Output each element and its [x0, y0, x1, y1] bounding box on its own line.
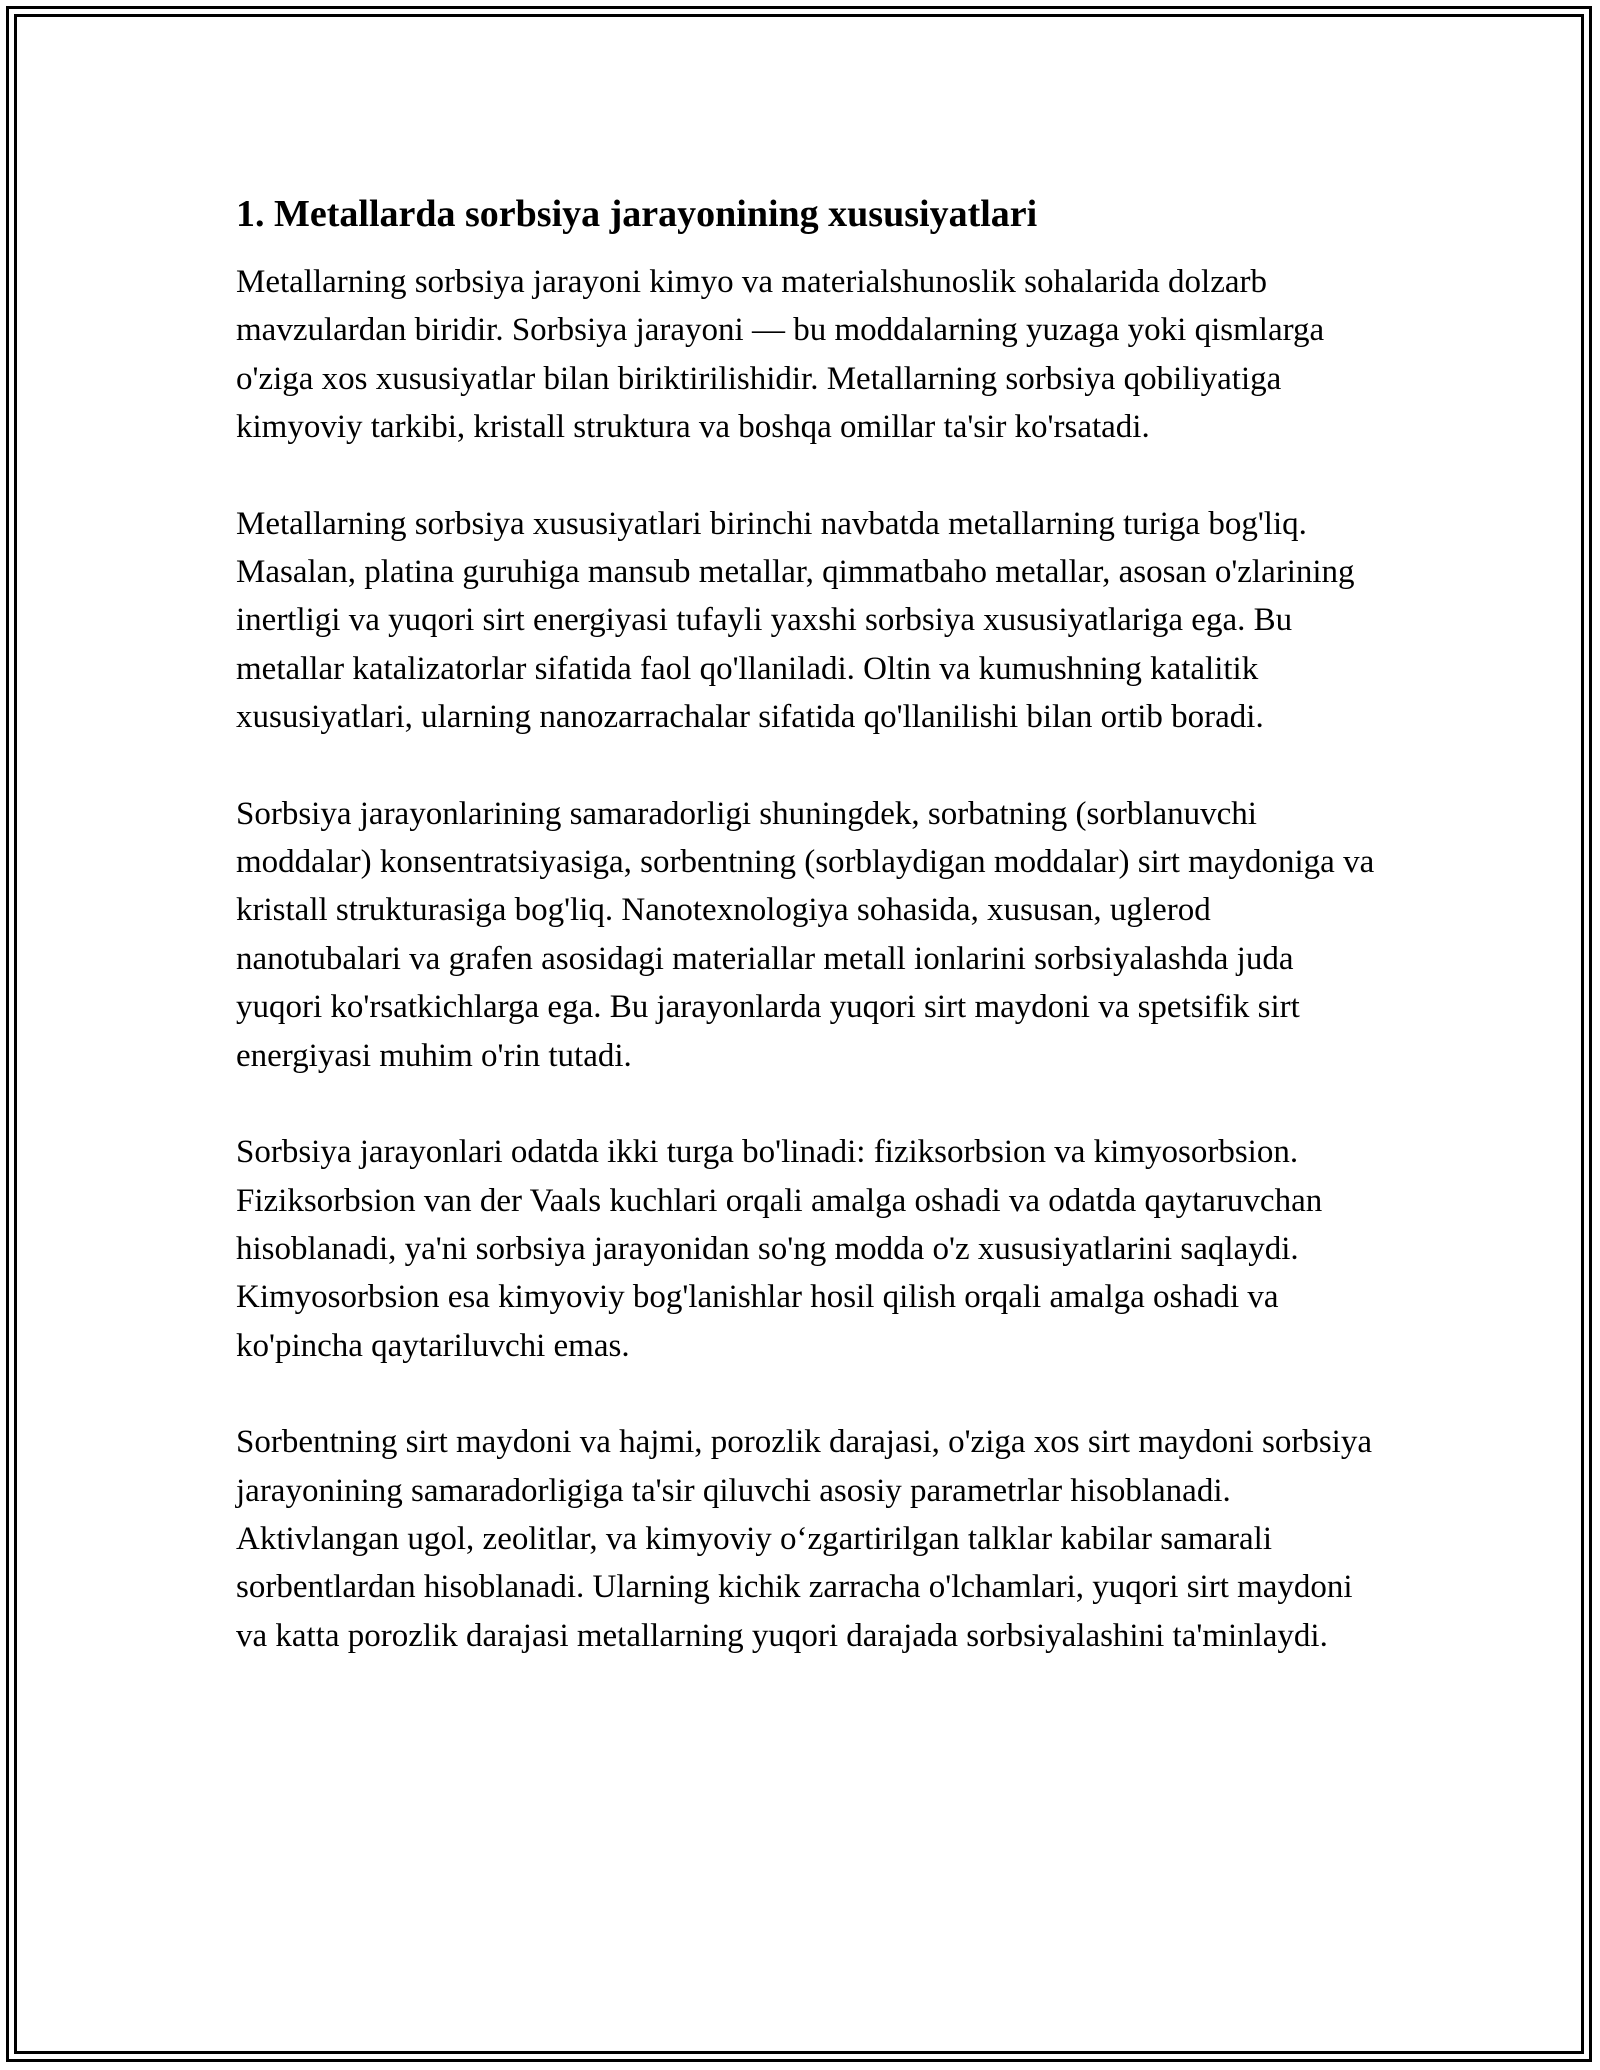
paragraph-1: Metallarning sorbsiya jarayoni kimyo va materialshunoslik sohalarida dolzarb mavzulardan biridir. Sorbsiya jarayoni — bu moddalarning yuzaga yoki qismlarga o'ziga xos xususiyatlar bilan biriktirilishidir. Metallarning sorbsiya qobiliyatiga kimyoviy tarkibi, kristall struktura va boshqa omillar ta'sir ko'rsatadi. [236, 264, 1325, 446]
paragraph-3: Sorbsiya jarayonlarining samaradorligi shuningdek, sorbatning (sorblanuvchi moddalar) konsentratsiyasiga, sorbentning (sorblaydigan moddalar) sirt maydoniga va kristall strukturasiga bog'liq. Nanotexnologiya sohasida, xususan, uglerod nanotubalari va grafen asosidagi materiallar metall ionlarini sorbsiyalashda juda yuqori ko'rsatkichlarga ega. Bu jarayonlarda yuqori sirt maydoni va spetsifik sirt energiyasi muhim o'rin tutadi. [236, 795, 1375, 1074]
document-body [236, 190, 1376, 1708]
section-heading: 1. Metallarda sorbsiya jarayonining xususiyatlari [236, 193, 1038, 235]
paragraph-5: Sorbentning sirt maydoni va hajmi, porozlik darajasi, o'ziga xos sirt maydoni sorbsiya jarayonining samaradorligiga ta'sir qiluvchi asosiy parametrlar hisoblanadi. Aktivlangan ugol, zeolitlar, va kimyoviy o‘zgartirilgan talklar kabilar samarali sorbentlardan hisoblanadi. Ularning kichik zarracha o'lchamlari, yuqori sirt maydoni va katta porozlik darajasi metallarning yuqori darajada sorbsiyalashini ta'minlaydi. [236, 1424, 1373, 1654]
paragraph-4: Sorbsiya jarayonlari odatda ikki turga bo'linadi: fiziksorbsion va kimyosorbsion. Fiziksorbsion van der Vaals kuchlari orqali amalga oshadi va odatda qaytaruvchan hisoblanadi, ya'ni sorbsiya jarayonidan so'ng modda o'z xususiyatlarini saqlaydi. Kimyosorbsion esa kimyoviy bog'lanishlar hosil qilish orqali amalga oshadi va ko'pincha qaytariluvchi emas. [236, 1134, 1323, 1364]
paragraph-2: Metallarning sorbsiya xususiyatlari birinchi navbatda metallarning turiga bog'liq. Masalan, platina guruhiga mansub metallar, qimmatbaho metallar, asosan o'zlarining inertligi va yuqori sirt energiyasi tufayli yaxshi sorbsiya xususiyatlariga ega. Bu metallar katalizatorlar sifatida faol qo'llaniladi. Oltin va kumushning katalitik xususiyatlari, ularning nanozarrachalar sifatida qo'llanilishi bilan ortib boradi. [236, 505, 1355, 736]
